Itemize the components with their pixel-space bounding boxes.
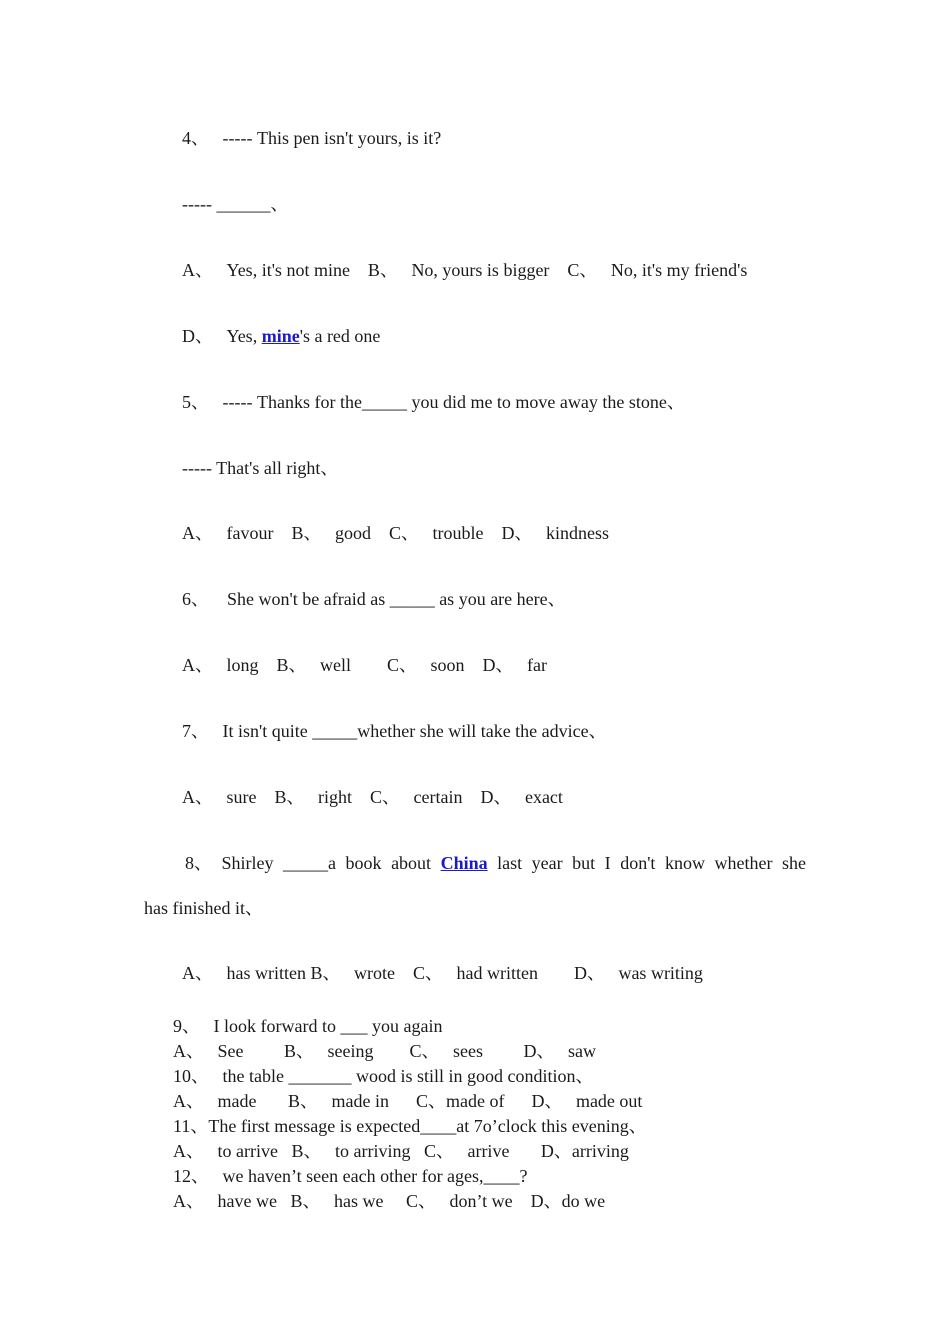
- q8-word: about: [391, 853, 432, 873]
- q10-stem: 10、 the table _______ wood is still in good condition、: [173, 1066, 594, 1086]
- q4-option-d: [182, 325, 380, 347]
- q8-word: but: [572, 853, 596, 873]
- q5-stem: 5、 ----- Thanks for the_____ you did me to move away the stone、: [182, 392, 685, 412]
- q5-reply: ----- That's all right、: [182, 458, 339, 478]
- q8-number: 8、: [185, 853, 212, 873]
- q4-option-d-suffix: 's a red one: [299, 326, 381, 346]
- q9-stem: 9、 I look forward to ___ you again: [173, 1016, 443, 1036]
- q9-options: A、 See B、 seeing C、 sees D、 saw: [173, 1041, 596, 1061]
- q8-word: I: [604, 853, 611, 873]
- mine-link[interactable]: mine: [261, 326, 300, 346]
- q8-stem-line2: has finished it、: [144, 898, 263, 918]
- q8-word: year: [531, 853, 563, 873]
- q8-word: last: [497, 853, 523, 873]
- q8-word: whether: [714, 853, 773, 873]
- q12-options: A、 have we B、 has we C、 don’t we D、do we: [173, 1191, 606, 1211]
- q4-stem: 4、 ----- This pen isn't yours, is it?: [182, 128, 442, 148]
- q4-reply: ----- ______、: [182, 194, 289, 214]
- q8-word: know: [664, 853, 705, 873]
- q4-options-abc: A、 Yes, it's not mine B、 No, yours is bigger C、 No, it's my friend's: [182, 260, 748, 280]
- q8-word: book: [345, 853, 382, 873]
- china-link[interactable]: China: [440, 853, 488, 873]
- q7-options: A、 sure B、 right C、 certain D、 exact: [182, 787, 563, 807]
- q8-word: don't: [620, 853, 656, 873]
- q12-stem: 12、 we haven’t seen each other for ages,____?: [173, 1166, 528, 1186]
- q8-word: she: [781, 853, 806, 873]
- q5-options: A、 favour B、 good C、 trouble D、 kindness: [182, 523, 609, 543]
- q8-word: Shirley: [221, 853, 274, 873]
- q11-stem: 11、The first message is expected____at 7o’clock this evening、: [173, 1116, 647, 1136]
- q4-option-d-prefix: D、 Yes,: [182, 326, 262, 346]
- q11-options: A、 to arrive B、 to arriving C、 arrive D、arriving: [173, 1141, 629, 1161]
- q6-options: A、 long B、 well C、 soon D、 far: [182, 655, 547, 675]
- q10-options: A、 made B、 made in C、made of D、 made out: [173, 1091, 643, 1111]
- q8-stem-line1: [185, 852, 806, 874]
- q7-stem: 7、 It isn't quite _____whether she will take the advice、: [182, 721, 607, 741]
- q8-options: A、 has written B、 wrote C、 had written D、 was writing: [182, 963, 703, 983]
- q6-stem: 6、 She won't be afraid as _____ as you are here、: [182, 589, 566, 609]
- q8-word: _____a: [283, 853, 337, 873]
